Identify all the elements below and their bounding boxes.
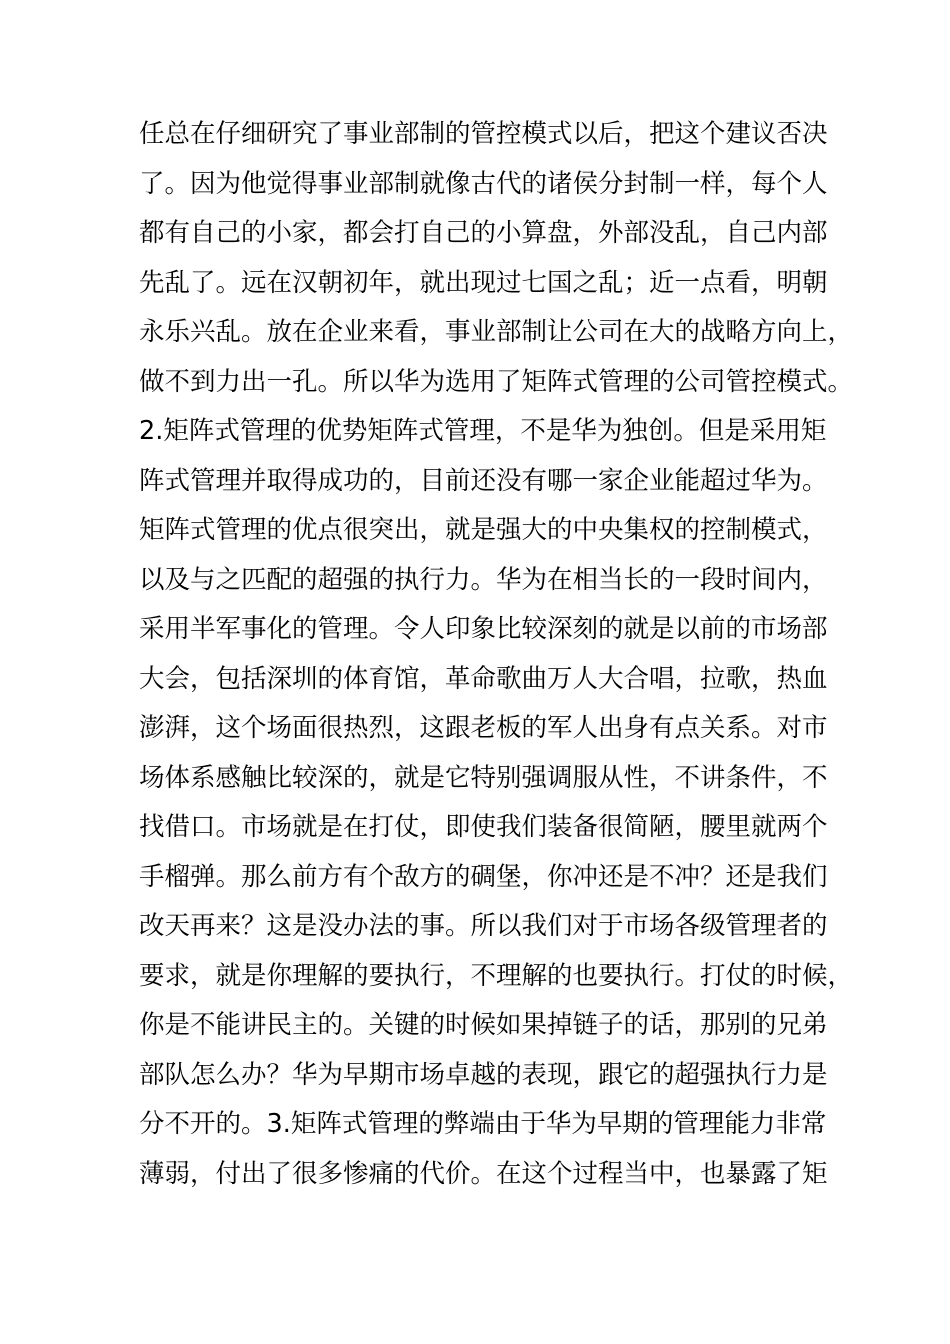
text-line-17: 改天再来？这是没办法的事。所以我们对于市场各级管理者的 xyxy=(139,911,828,941)
body-text xyxy=(139,110,854,1199)
text-line-18: 要求，就是你理解的要执行，不理解的也要执行。打仗的时候， xyxy=(139,960,854,991)
text-line-4: 先乱了。远在汉朝初年，就出现过七国之乱；近一点看，明朝 xyxy=(139,267,828,298)
text-line-15: 找借口。市场就是在打仗，即使我们装备很简陋，腰里就两个 xyxy=(139,812,828,842)
text-line-13: 澎湃，这个场面很热烈，这跟老板的军人出身有点关系。对市 xyxy=(139,713,828,743)
text-line-3: 都有自己的小家，都会打自己的小算盘，外部没乱，自己内部 xyxy=(139,218,828,248)
text-line-21: 分不开的。3.矩阵式管理的弊端由于华为早期的管理能力非常 xyxy=(139,1109,827,1139)
text-line-8: 阵式管理并取得成功的，目前还没有哪一家企业能超过华为。 xyxy=(139,465,828,496)
text-line-2: 了。因为他觉得事业部制就像古代的诸侯分封制一样，每个人 xyxy=(139,168,828,199)
text-line-6: 做不到力出一孔。所以华为选用了矩阵式管理的公司管控模式。 xyxy=(139,366,854,397)
text-line-20: 部队怎么办？华为早期市场卓越的表现，跟它的超强执行力是 xyxy=(139,1059,828,1090)
text-line-14: 场体系感触比较深的，就是它特别强调服从性，不讲条件，不 xyxy=(139,762,828,793)
text-line-1: 任总在仔细研究了事业部制的管控模式以后，把这个建议否决 xyxy=(139,119,828,149)
text-line-12: 大会，包括深圳的体育馆，革命歌曲万人大合唱，拉歌，热血 xyxy=(139,663,828,694)
text-line-16: 手榴弹。那么前方有个敌方的碉堡，你冲还是不冲？还是我们 xyxy=(139,861,828,892)
text-line-11: 采用半军事化的管理。令人印象比较深刻的就是以前的市场部 xyxy=(139,614,828,644)
text-line-7: 2.矩阵式管理的优势矩阵式管理，不是华为独创。但是采用矩 xyxy=(139,416,827,446)
text-line-22: 薄弱，付出了很多惨痛的代价。在这个过程当中，也暴露了矩 xyxy=(139,1158,828,1189)
text-line-5: 永乐兴乱。放在企业来看，事业部制让公司在大的战略方向上， xyxy=(139,317,854,347)
text-line-9: 矩阵式管理的优点很突出，就是强大的中央集权的控制模式， xyxy=(139,515,828,545)
text-line-19: 你是不能讲民主的。关键的时候如果掉链子的话，那别的兄弟 xyxy=(139,1010,828,1040)
text-line-10: 以及与之匹配的超强的执行力。华为在相当长的一段时间内， xyxy=(139,564,828,595)
